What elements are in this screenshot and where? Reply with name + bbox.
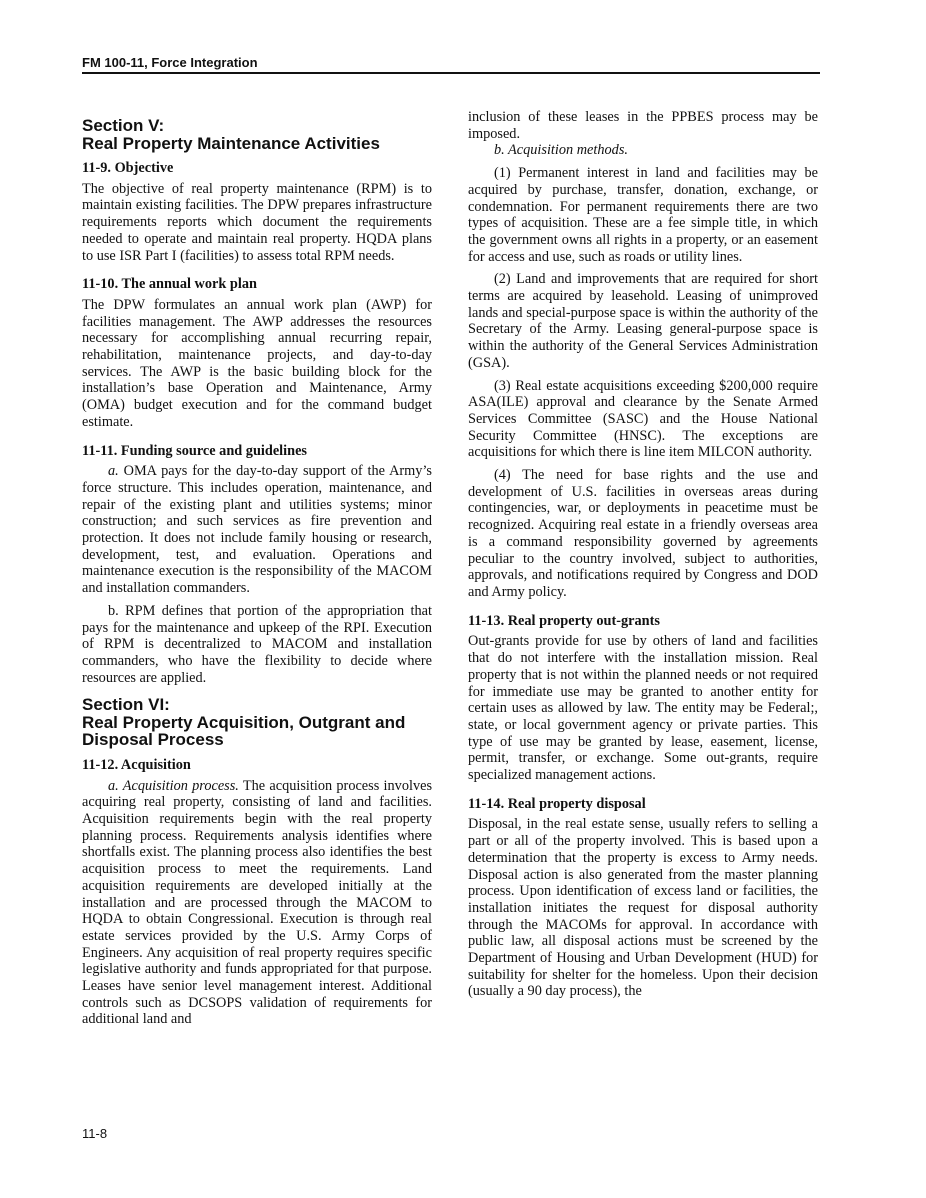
method-3-paragraph: (3) Real estate acquisitions exceeding $200,000 require ASA(ILE) approval and clearance by the Senate Armed Services Committee (SASC) and the House National Security Committee (HNSC). The exceptions are acquisitions for which there is line item MILCON authority. — [468, 377, 818, 461]
funding-a-label: a. — [108, 463, 119, 480]
objective-heading: 11-9. Objective — [82, 160, 174, 176]
section-v-heading — [82, 117, 432, 152]
section-vi-title-line1: Real Property Acquisition, Outgrant and — [82, 712, 406, 732]
funding-a-text: OMA pays for the day-to-day support of the Army’s force structure. This includes operation, maintenance, and repair of the existing plant and utilities systems; minor construction; and such services as fire prevention and protection. It does not include family housing or research, development, test, and evaluation. Operations and maintenance execution is the responsibility of the MACOM and installation commanders. — [82, 463, 432, 597]
method-2-paragraph: (2) Land and improvements that are required for short terms are acquired by leasehold. Leasing of unimproved lands and special-purpose space is within the authority of the Secretary of the Army. Leasing general-purpose space is within the authority of the General Services Administration (GSA). — [468, 271, 818, 371]
outgrants-paragraph: Out-grants provide for use by others of land and facilities that do not interfere with the installation mission. Real property that is not within the planned needs or not required for immediate use may be granted to another entity for certain uses as allowed by law. The entity may be Federal;, state, or local government agency or private parties. This type of use may be granted by lease, easement, license, permit, transfer, or exchange. Some out-grants, require specialized management actions. — [468, 633, 818, 784]
acquisition-paragraph-a — [82, 778, 432, 1029]
acquisition-methods-label — [468, 142, 818, 159]
section-v-title: Real Property Maintenance Activities — [82, 133, 380, 153]
acquisition-a-text: The acquisition process involves acquiring real property, consisting of land and facilities. Acquisition requirements begin with the real property planning process. Requirements analysis identifies where shortfalls exist. The planning process also identifies the best acquisition process to meet the requirements. Land acquisition requirements are developed initially at the installation and are processed through the MACOM to HQDA to obtain Congressional. Execution is through real estate services provided by the U.S. Army Corps of Engineers. Any acquisition of real property requires specific legislative authority and funds appropriated for that purpose. Leases have senior level management interest. Additional controls such as DCSOPS validation of requirements for additional land and — [82, 777, 433, 1028]
section-vi-number: Section VI: — [82, 695, 170, 715]
acquisition-methods-title: b. Acquisition methods. — [494, 142, 628, 159]
annual-work-plan-paragraph: The DPW formulates an annual work plan (AWP) for facilities management. The AWP addresses the resources necessary for accomplishing annual recurring repair, rehabilitation, maintenance projects, and day-to-day services. The AWP is the basic building block for the installation’s base Operation and Maintenance, Army (OMA) budget execution and for the command budget estimate. — [82, 296, 432, 430]
disposal-paragraph: Disposal, in the real estate sense, usually refers to selling a part or all of the property involved. This is based upon a determination that the property is excess to Army needs. Disposal action is also generated from the master planning process. Upon identification of excess land or facilities, the installation initiates the request for disposal authority through the MACOMs for approval. In accordance with public law, all disposal actions must be screened by the Department of Housing and Urban Development (HUD) for suitability for shelter for the homeless. Upon their decision (usually a 90 day process), the — [468, 816, 818, 1000]
method-1-paragraph: (1) Permanent interest in land and facilities may be acquired by purchase, transfer, donation, exchange, or condemnation. For permanent requirements there are two types of acquisition. These are a fee simple title, in which the government owns all rights in a property, or an easement for access and use, such as roads or utility lines. — [468, 165, 818, 265]
outgrants-heading: 11-13. Real property out-grants — [468, 612, 660, 629]
disposal-heading: 11-14. Real property disposal — [468, 795, 646, 812]
section-vi-title-line2: Disposal Process — [82, 730, 224, 750]
left-column — [82, 110, 432, 1028]
page-number: 11-8 — [82, 1126, 108, 1141]
section-vi-heading — [82, 696, 432, 749]
funding-paragraph-b: b. RPM defines that portion of the appropriation that pays for the maintenance and upkeep of the RPI. Execution of RPM is decentralized to MACOM and installation commanders, who have the flexibility to decide where resources are applied. — [82, 602, 432, 686]
funding-paragraph-a — [82, 463, 432, 597]
right-column — [468, 109, 818, 1000]
method-4-paragraph: (4) The need for base rights and the use and development of U.S. facilities in overseas areas during contingencies, war, or deployments in peacetime must be recognized. Acquiring real estate in a friendly overseas area is a command responsibility governed by agreements peculiar to the country involved, subject to authorities, approvals, and notifications required by Congress and DOD and Army policy. — [468, 467, 818, 600]
acquisition-heading: 11-12. Acquisition — [82, 756, 191, 773]
section-v-number: Section V: — [82, 116, 165, 135]
header-rule — [82, 72, 820, 74]
objective-paragraph: The objective of real property maintenance (RPM) is to maintain existing facilities. The DPW prepares infrastructure requirements reports which document the requirements needed to operate and maintain real property. HQDA plans to use ISR Part I (facilities) to assess total RPM needs. — [82, 180, 432, 264]
lease-continuation-paragraph: inclusion of these leases in the PPBES process may be imposed. — [468, 109, 818, 142]
annual-work-plan-heading: 11-10. The annual work plan — [82, 276, 257, 293]
acquisition-a-label: a. Acquisition process. — [108, 777, 239, 794]
funding-heading: 11-11. Funding source and guidelines — [82, 442, 307, 459]
running-header: FM 100-11, Force Integration — [82, 55, 258, 70]
